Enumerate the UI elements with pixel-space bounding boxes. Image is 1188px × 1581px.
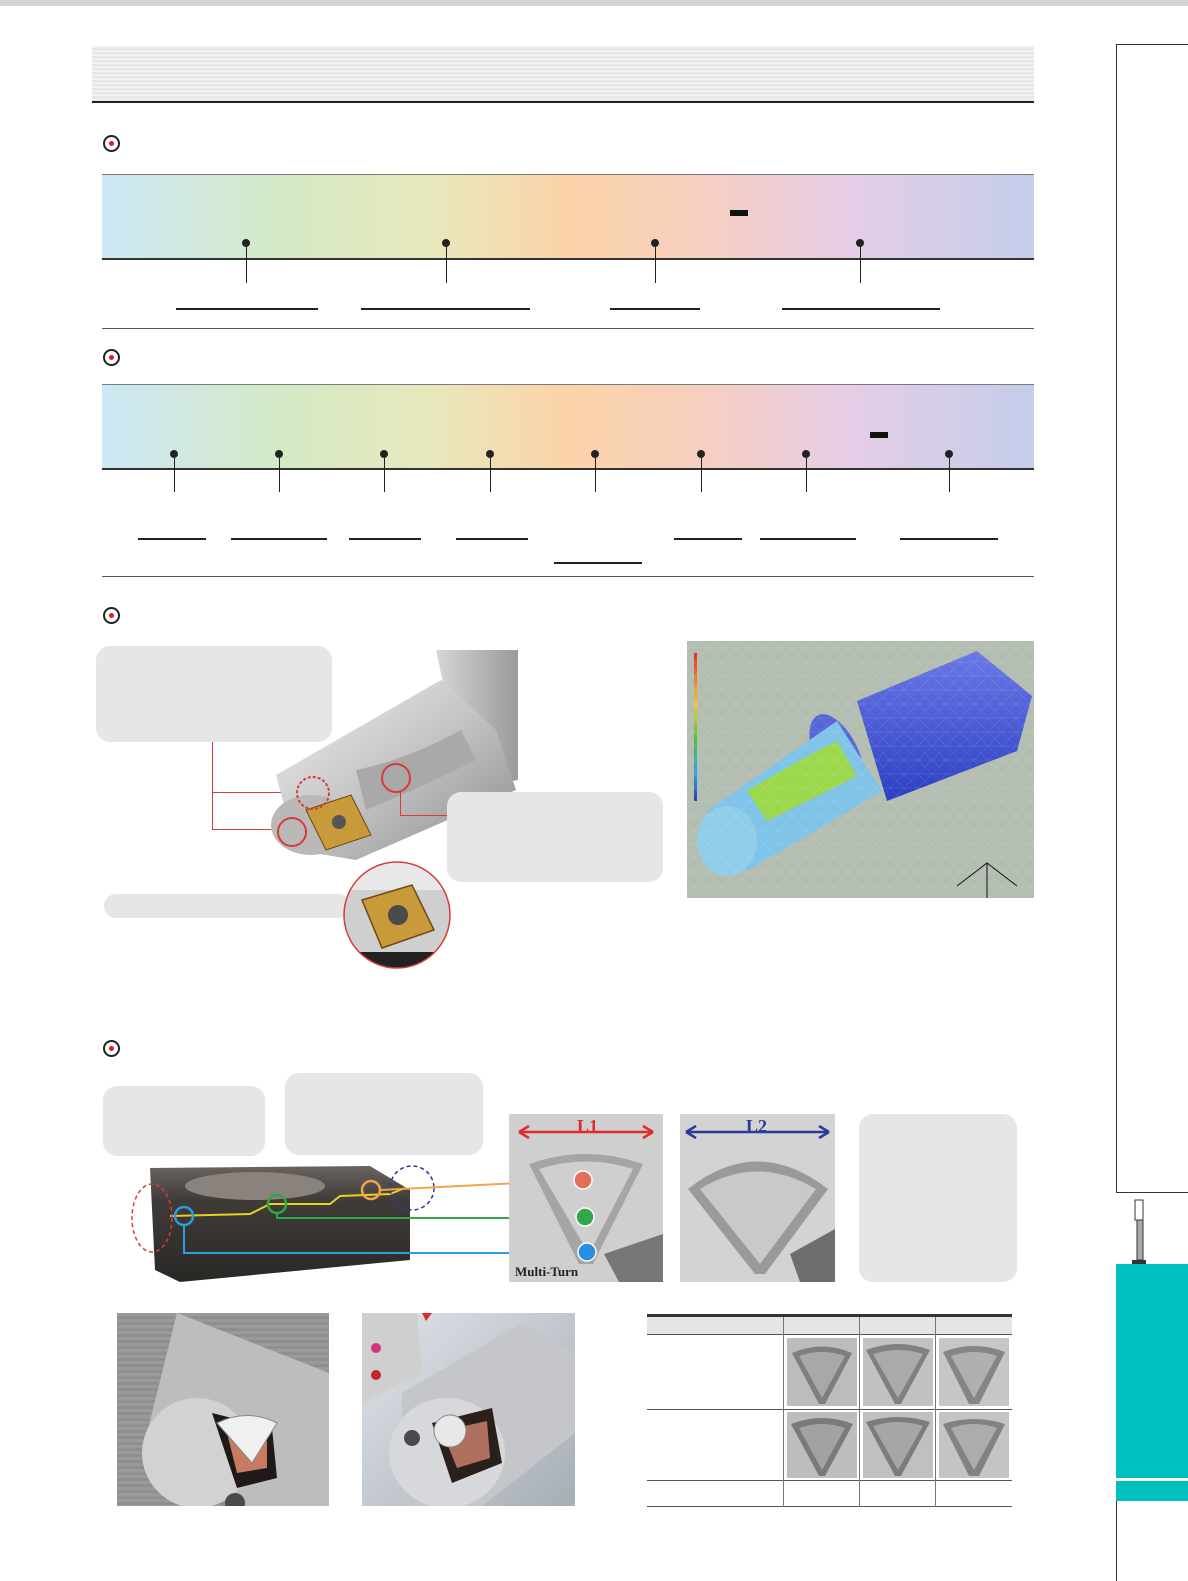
scale-tick: [949, 458, 950, 492]
comparison-table: [647, 1314, 1012, 1507]
multi-turn-label: Multi-Turn: [515, 1264, 579, 1279]
label-underline: [176, 308, 318, 310]
stress-analysis-render: [687, 641, 1034, 898]
scale-tick: [595, 458, 596, 492]
scale-tick: [490, 458, 491, 492]
spectrum-scale-1: [102, 174, 1034, 260]
callout-box: [447, 792, 663, 882]
scale-point: [442, 239, 450, 247]
dash-mark: [730, 210, 748, 216]
chip-photo-l2: [680, 1114, 835, 1282]
label-underline: [760, 538, 856, 540]
scale-tick: [806, 458, 807, 492]
label-underline: [138, 538, 206, 540]
scale-tick: [384, 458, 385, 492]
connector-line: [400, 815, 448, 816]
l2-label: L2: [746, 1116, 768, 1136]
label-underline: [674, 538, 742, 540]
scale-tick: [279, 458, 280, 492]
table-header-row: [647, 1317, 1012, 1334]
scale-point: [170, 450, 178, 458]
scale-tick: [446, 247, 447, 283]
callout-pill: [104, 894, 350, 918]
scale-point: [651, 239, 659, 247]
drill-render-1: [117, 1313, 329, 1506]
scale-tick: [701, 458, 702, 492]
section-divider: [102, 328, 1034, 329]
scale-point: [486, 450, 494, 458]
label-underline: [900, 538, 998, 540]
connector-line: [212, 742, 213, 830]
table-row: [787, 1412, 857, 1478]
callout-box: [103, 1086, 265, 1156]
scale-tick: [860, 247, 861, 283]
label-underline: [610, 308, 700, 310]
section-divider: [102, 576, 1034, 577]
label-underline: [361, 308, 530, 310]
header-rule: [92, 101, 1034, 103]
scale-tick: [655, 247, 656, 283]
scale-point: [242, 239, 250, 247]
chip-photo-l1: [509, 1114, 663, 1282]
label-underline: [349, 538, 421, 540]
scale-point: [856, 239, 864, 247]
sidebar-tab-strip: [1116, 1481, 1188, 1501]
scale-point: [697, 450, 705, 458]
scale-point: [380, 450, 388, 458]
sidebar-tab-active[interactable]: [1116, 1264, 1188, 1478]
scale-point: [591, 450, 599, 458]
bullet-target-icon: [103, 1040, 120, 1057]
bullet-target-icon: [103, 607, 120, 624]
label-underline: [456, 538, 528, 540]
bullet-target-icon: [103, 349, 120, 366]
scale-point: [275, 450, 283, 458]
connector-line: [400, 792, 401, 816]
label-underline: [554, 562, 642, 564]
table-row: [787, 1338, 857, 1406]
insert-closeup: [342, 860, 452, 970]
boring-bar-icon: [1124, 1196, 1154, 1268]
top-bar: [0, 0, 1188, 6]
dash-mark: [870, 432, 888, 438]
scale-point: [802, 450, 810, 458]
scale-point: [945, 450, 953, 458]
scale-tick: [174, 458, 175, 492]
scale-tick: [246, 247, 247, 283]
callout-box: [859, 1114, 1017, 1282]
label-underline: [231, 538, 327, 540]
bullet-target-icon: [103, 135, 120, 152]
callout-box: [285, 1073, 483, 1155]
drill-render-2: [362, 1313, 575, 1506]
spectrum-scale-2: [102, 384, 1034, 470]
page-header-band: [92, 46, 1034, 101]
label-underline: [782, 308, 940, 310]
sidebar-border: [1116, 44, 1117, 1193]
l1-label: L1: [577, 1116, 599, 1136]
